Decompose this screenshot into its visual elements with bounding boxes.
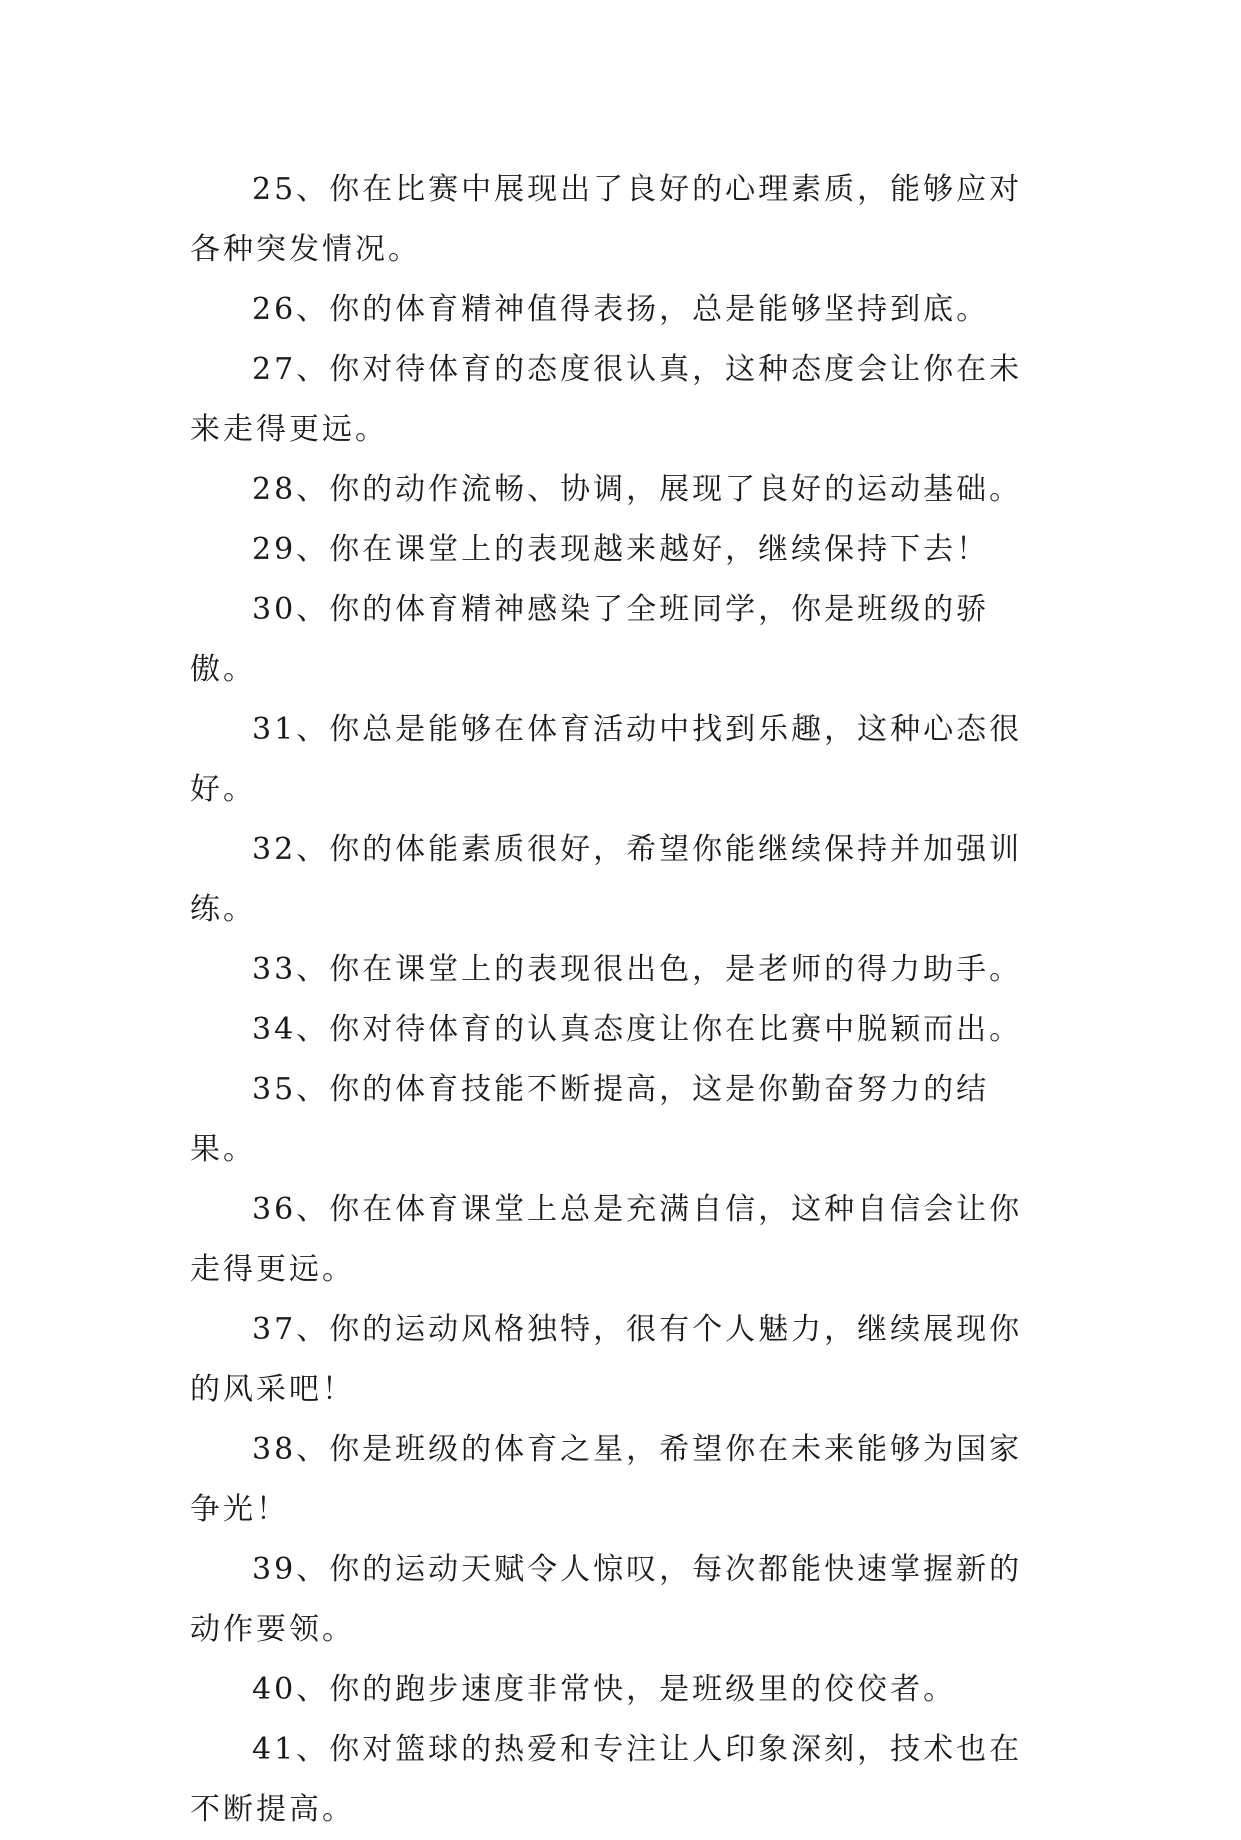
paragraph-38: 38、你是班级的体育之星，希望你在未来能够为国家争光！ [190, 1432, 1023, 1527]
paragraph-37: 37、你的运动风格独特，很有个人魅力，继续展现你的风采吧！ [190, 1312, 1023, 1407]
paragraph-39: 39、你的运动天赋令人惊叹，每次都能快速掌握新的动作要领。 [190, 1552, 1023, 1647]
paragraph-27: 27、你对待体育的态度很认真，这种态度会让你在未来走得更远。 [190, 352, 1023, 447]
paragraph-25: 25、你在比赛中展现出了良好的心理素质，能够应对各种突发情况。 [190, 172, 1023, 267]
paragraph-40: 40、你的跑步速度非常快，是班级里的佼佼者。 [252, 1672, 957, 1707]
paragraph-26: 26、你的体育精神值得表扬，总是能够坚持到底。 [252, 292, 990, 327]
paragraph-31: 31、你总是能够在体育活动中找到乐趣，这种心态很好。 [190, 712, 1023, 807]
paragraph-28: 28、你的动作流畅、协调，展现了良好的运动基础。 [252, 472, 1023, 507]
paragraph-32: 32、你的体能素质很好，希望你能继续保持并加强训练。 [190, 832, 1023, 927]
paragraph-33: 33、你在课堂上的表现很出色，是老师的得力助手。 [252, 952, 1023, 987]
document-body [190, 160, 1050, 1840]
paragraph-29: 29、你在课堂上的表现越来越好，继续保持下去！ [252, 532, 990, 567]
paragraph-34: 34、你对待体育的认真态度让你在比赛中脱颖而出。 [252, 1012, 1023, 1047]
paragraph-35: 35、你的体育技能不断提高，这是你勤奋努力的结果。 [190, 1072, 990, 1167]
paragraph-30: 30、你的体育精神感染了全班同学，你是班级的骄傲。 [190, 592, 990, 687]
paragraph-36: 36、你在体育课堂上总是充满自信，这种自信会让你走得更远。 [190, 1192, 1023, 1287]
paragraph-41: 41、你对篮球的热爱和专注让人印象深刻，技术也在不断提高。 [190, 1732, 1023, 1827]
